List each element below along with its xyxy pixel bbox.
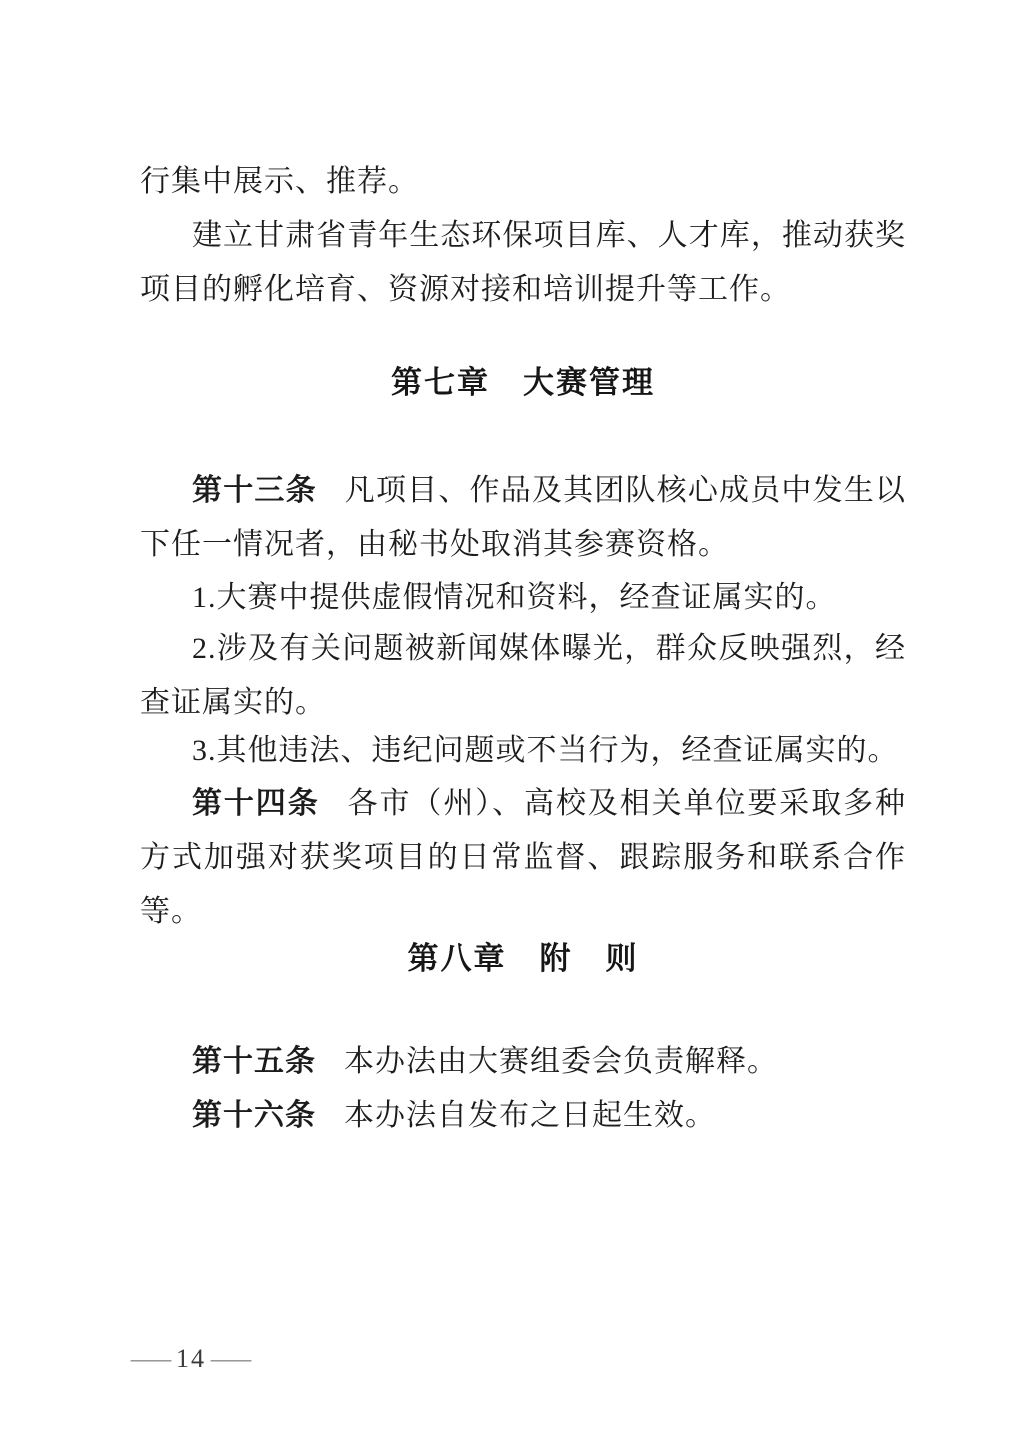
article-15-paragraph	[140, 1035, 906, 1089]
page-number-value: 14	[176, 1344, 206, 1373]
page-number-dash-right: —	[210, 1344, 252, 1373]
article-13-paragraph	[140, 464, 906, 572]
paragraph-continuation: 行集中展示、推荐。	[140, 165, 419, 198]
article-13-text: 凡项目、作品及其团队核心成员中发生以下任一情况者，由秘书处取消其参赛资格。	[140, 474, 907, 561]
chapter-7-heading: 第七章 大赛管理	[391, 365, 655, 400]
page-number	[130, 1344, 252, 1374]
article-14-text: 各市（州）、高校及相关单位要采取多种方式加强对获奖项目的日常监督、跟踪服务和联系合作等。	[140, 787, 907, 928]
article-15-text: 本办法由大赛组委会负责解释。	[344, 1045, 778, 1078]
article-13-list-item-2: 2.涉及有关问题被新闻媒体曝光，群众反映强烈，经查证属实的。	[140, 632, 906, 719]
paragraph-project-library: 建立甘肃省青年生态环保项目库、人才库，推动获奖项目的孵化培育、资源对接和培训提升等工作。	[140, 219, 906, 306]
article-13-list-item-3: 3.其他违法、违纪问题或不当行为，经查证属实的。	[192, 734, 899, 767]
article-16-text: 本办法自发布之日起生效。	[344, 1099, 716, 1132]
chapter-8-heading: 第八章 附 则	[407, 941, 639, 976]
page-number-dash-left: —	[130, 1344, 172, 1373]
article-16-paragraph	[140, 1089, 906, 1143]
article-16-label: 第十六条	[192, 1099, 316, 1132]
article-15-label: 第十五条	[192, 1045, 316, 1078]
article-14-label: 第十四条	[192, 787, 320, 820]
article-13-label: 第十三条	[192, 474, 317, 507]
article-14-paragraph	[140, 777, 906, 939]
article-13-list-item-1: 1.大赛中提供虚假情况和资料，经查证属实的。	[192, 581, 837, 614]
